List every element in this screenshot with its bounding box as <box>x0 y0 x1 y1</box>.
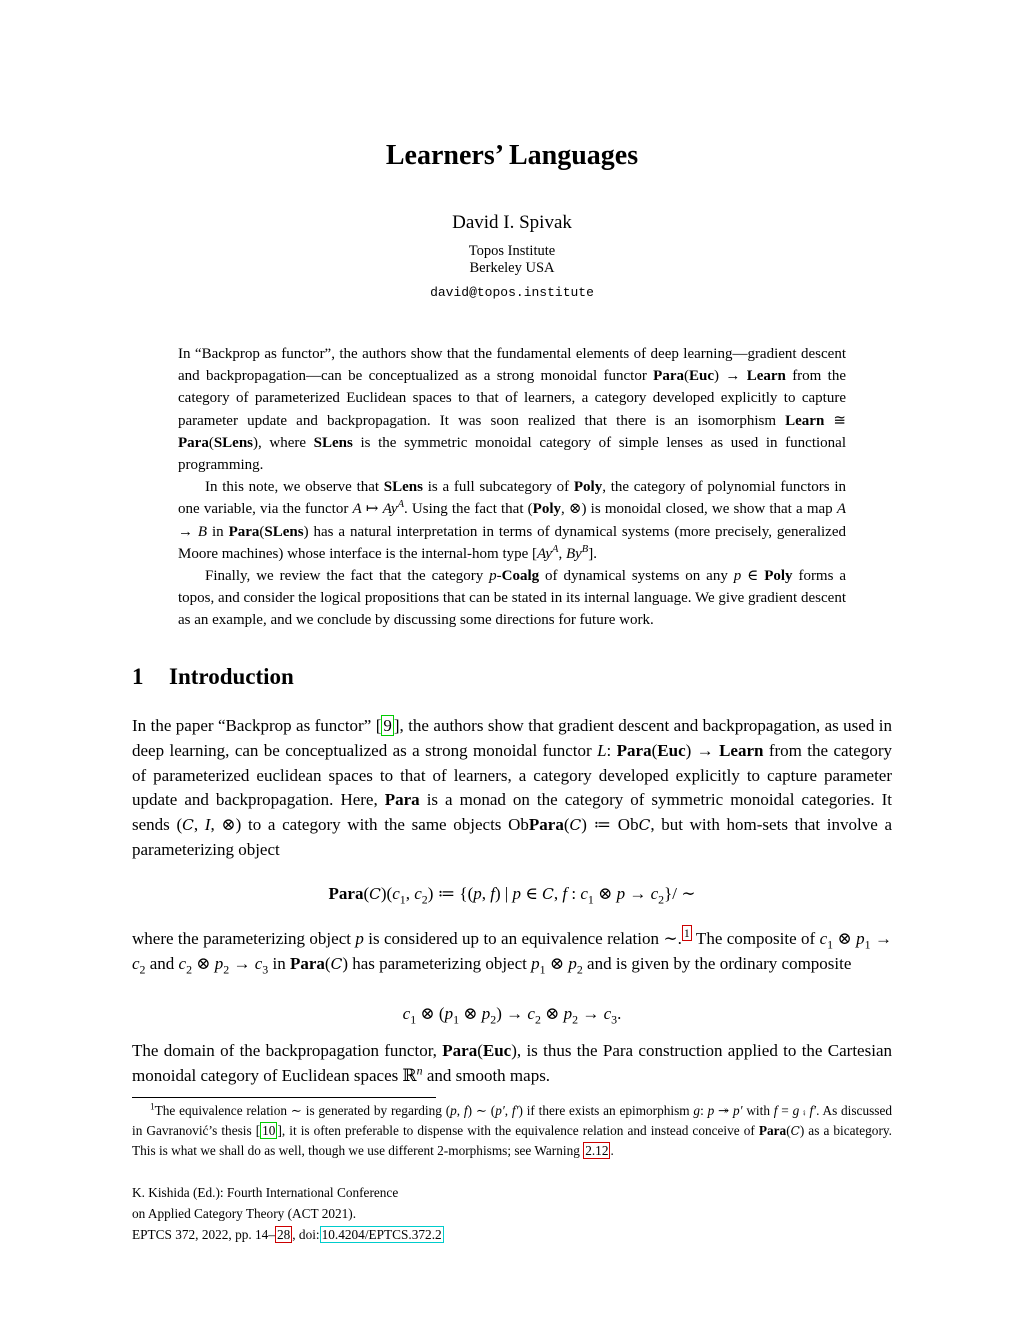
citation-line-2: on Applied Category Theory (ACT 2021). <box>132 1205 357 1221</box>
section-heading <box>132 664 294 690</box>
abstract-paragraph-2: In this note, we observe that SLens is a full subcategory of Poly, the category of polynomial functors in one variable, via the functor A ↦ $Ay^A$. Using the fact that (Poly, ⊗) is monoidal closed, we show that a map A → B in Para(SLens) has a natural interpretation in terms of dynamical systems (more precisely, generalized Moore machines) whose interface is the internal-hom type [$Ay^A$, $By^B$]. <box>178 479 846 562</box>
publication-citation <box>132 1183 444 1245</box>
intro-paragraph-1: In the paper “Backprop as functor” [ 9 ], the authors show that gradient descent and backpropagation, as used in deep learning, can be conceptualized as a strong monoidal functor L: Para(Euc) → Learn from the category of parameterized euclidean spaces to that of learners, a category developed explicitly to capture parameter update and backpropagation. Here, Para is a monad on the category of symmetric monoidal categories. It sends (C, I, ⊗) to a category with the same objects ObPara(C) ≔ ObC, but with hom-sets that involve a parameterizing object <box>132 716 893 859</box>
footnote-divider <box>132 1097 436 1098</box>
author-name: David I. Spivak <box>452 212 572 233</box>
footnote-1: $^1$The equivalence relation ∼ is generated by regarding (p, f) ∼ (p′, f′) if there exists an epimorphism g: p ↠ p′ with f = g ⨾ f′. As discussed in Gavranović’s thesis [ 10 ], it is often preferable to dispense with the equivalence relation and instead conceive of Para(C) as a bicategory. This is what we shall do as well, though we use different 2-morphisms; see Warning 2.12 . <box>132 1102 892 1159</box>
equation-composite: $c_1$ ⊗ ($p_1$ ⊗ $p_2) \to c_2$ ⊗ $p_2 \to c_3$. <box>402 1004 622 1027</box>
author-email[interactable]: david@topos.institute <box>430 285 594 300</box>
citation-link-10[interactable]: 10 <box>262 1123 276 1139</box>
section-number: 1 <box>132 664 144 689</box>
citation-link-9[interactable]: 9 <box>383 716 392 735</box>
abstract <box>178 343 846 632</box>
abstract-paragraph-3: Finally, we review the fact that the category p-Coalg of dynamical systems on any p ∈ Poly forms a topos, and consider the logical propositions that can be stated in its internal language. We give gradient descent as an example, and we conclude by discussing some directions for future work. <box>178 568 847 629</box>
citation-line-1: K. Kishida (Ed.): Fourth International Conference <box>132 1185 399 1200</box>
paper-title: Learners’ Languages <box>385 140 639 171</box>
doi-link[interactable]: 10.4204/EPTCS.372.2 <box>321 1226 442 1242</box>
equation-para-homset: $Para(C)(c_1$, $c_2$) ≔ {(p, f) | p ∈ C, f : $c_1$ ⊗ $p \to c_2\}/$ ∼ <box>328 884 696 907</box>
abstract-paragraph-1: In “Backprop as functor”, the authors show that the fundamental elements of deep learning—gradient descent and backpropagation—can be conceptualized as a strong monoidal functor Para(Euc) → Learn from the category of parameterized Euclidean spaces to that of learners, a category developed explicitly to capture parameter update and backpropagation. It was soon realized that there is an isomorphism Learn ≅ Para(SLens), where SLens is the symmetric monoidal category of simple lenses as used in functional programming. <box>178 346 847 474</box>
intro-paragraph-3: The domain of the backpropagation functor, Para(Euc), is thus the Para construction applied to the Cartesian monoidal category of Euclidean spaces ℝ$^n$ and smooth maps. <box>132 1041 892 1085</box>
citation-line-3: EPTCS 372, 2022, pp. 14– 28 , doi: 10.4204/EPTCS.372.2 <box>132 1226 442 1242</box>
section-title: Introduction <box>169 664 294 689</box>
warning-link[interactable]: 2.12 <box>585 1143 609 1159</box>
intro-paragraph-2: where the parameterizing object p is considered up to an equivalence relation ∼. $^1$ The composite of $c_1$ ⊗ $p_1 \to c_2$ and $c_2$ ⊗ $p_2 \to c_3$ in Para(C) has parameterizing object $p_1$ ⊗ $p_2$ and is given by the ordinary composite <box>132 926 892 977</box>
affiliation-location: Berkeley USA <box>469 260 555 276</box>
affiliation-institute: Topos Institute <box>468 243 556 259</box>
page-end-link[interactable]: 28 <box>276 1226 291 1242</box>
footnote-link-1[interactable]: 1 <box>683 926 690 941</box>
